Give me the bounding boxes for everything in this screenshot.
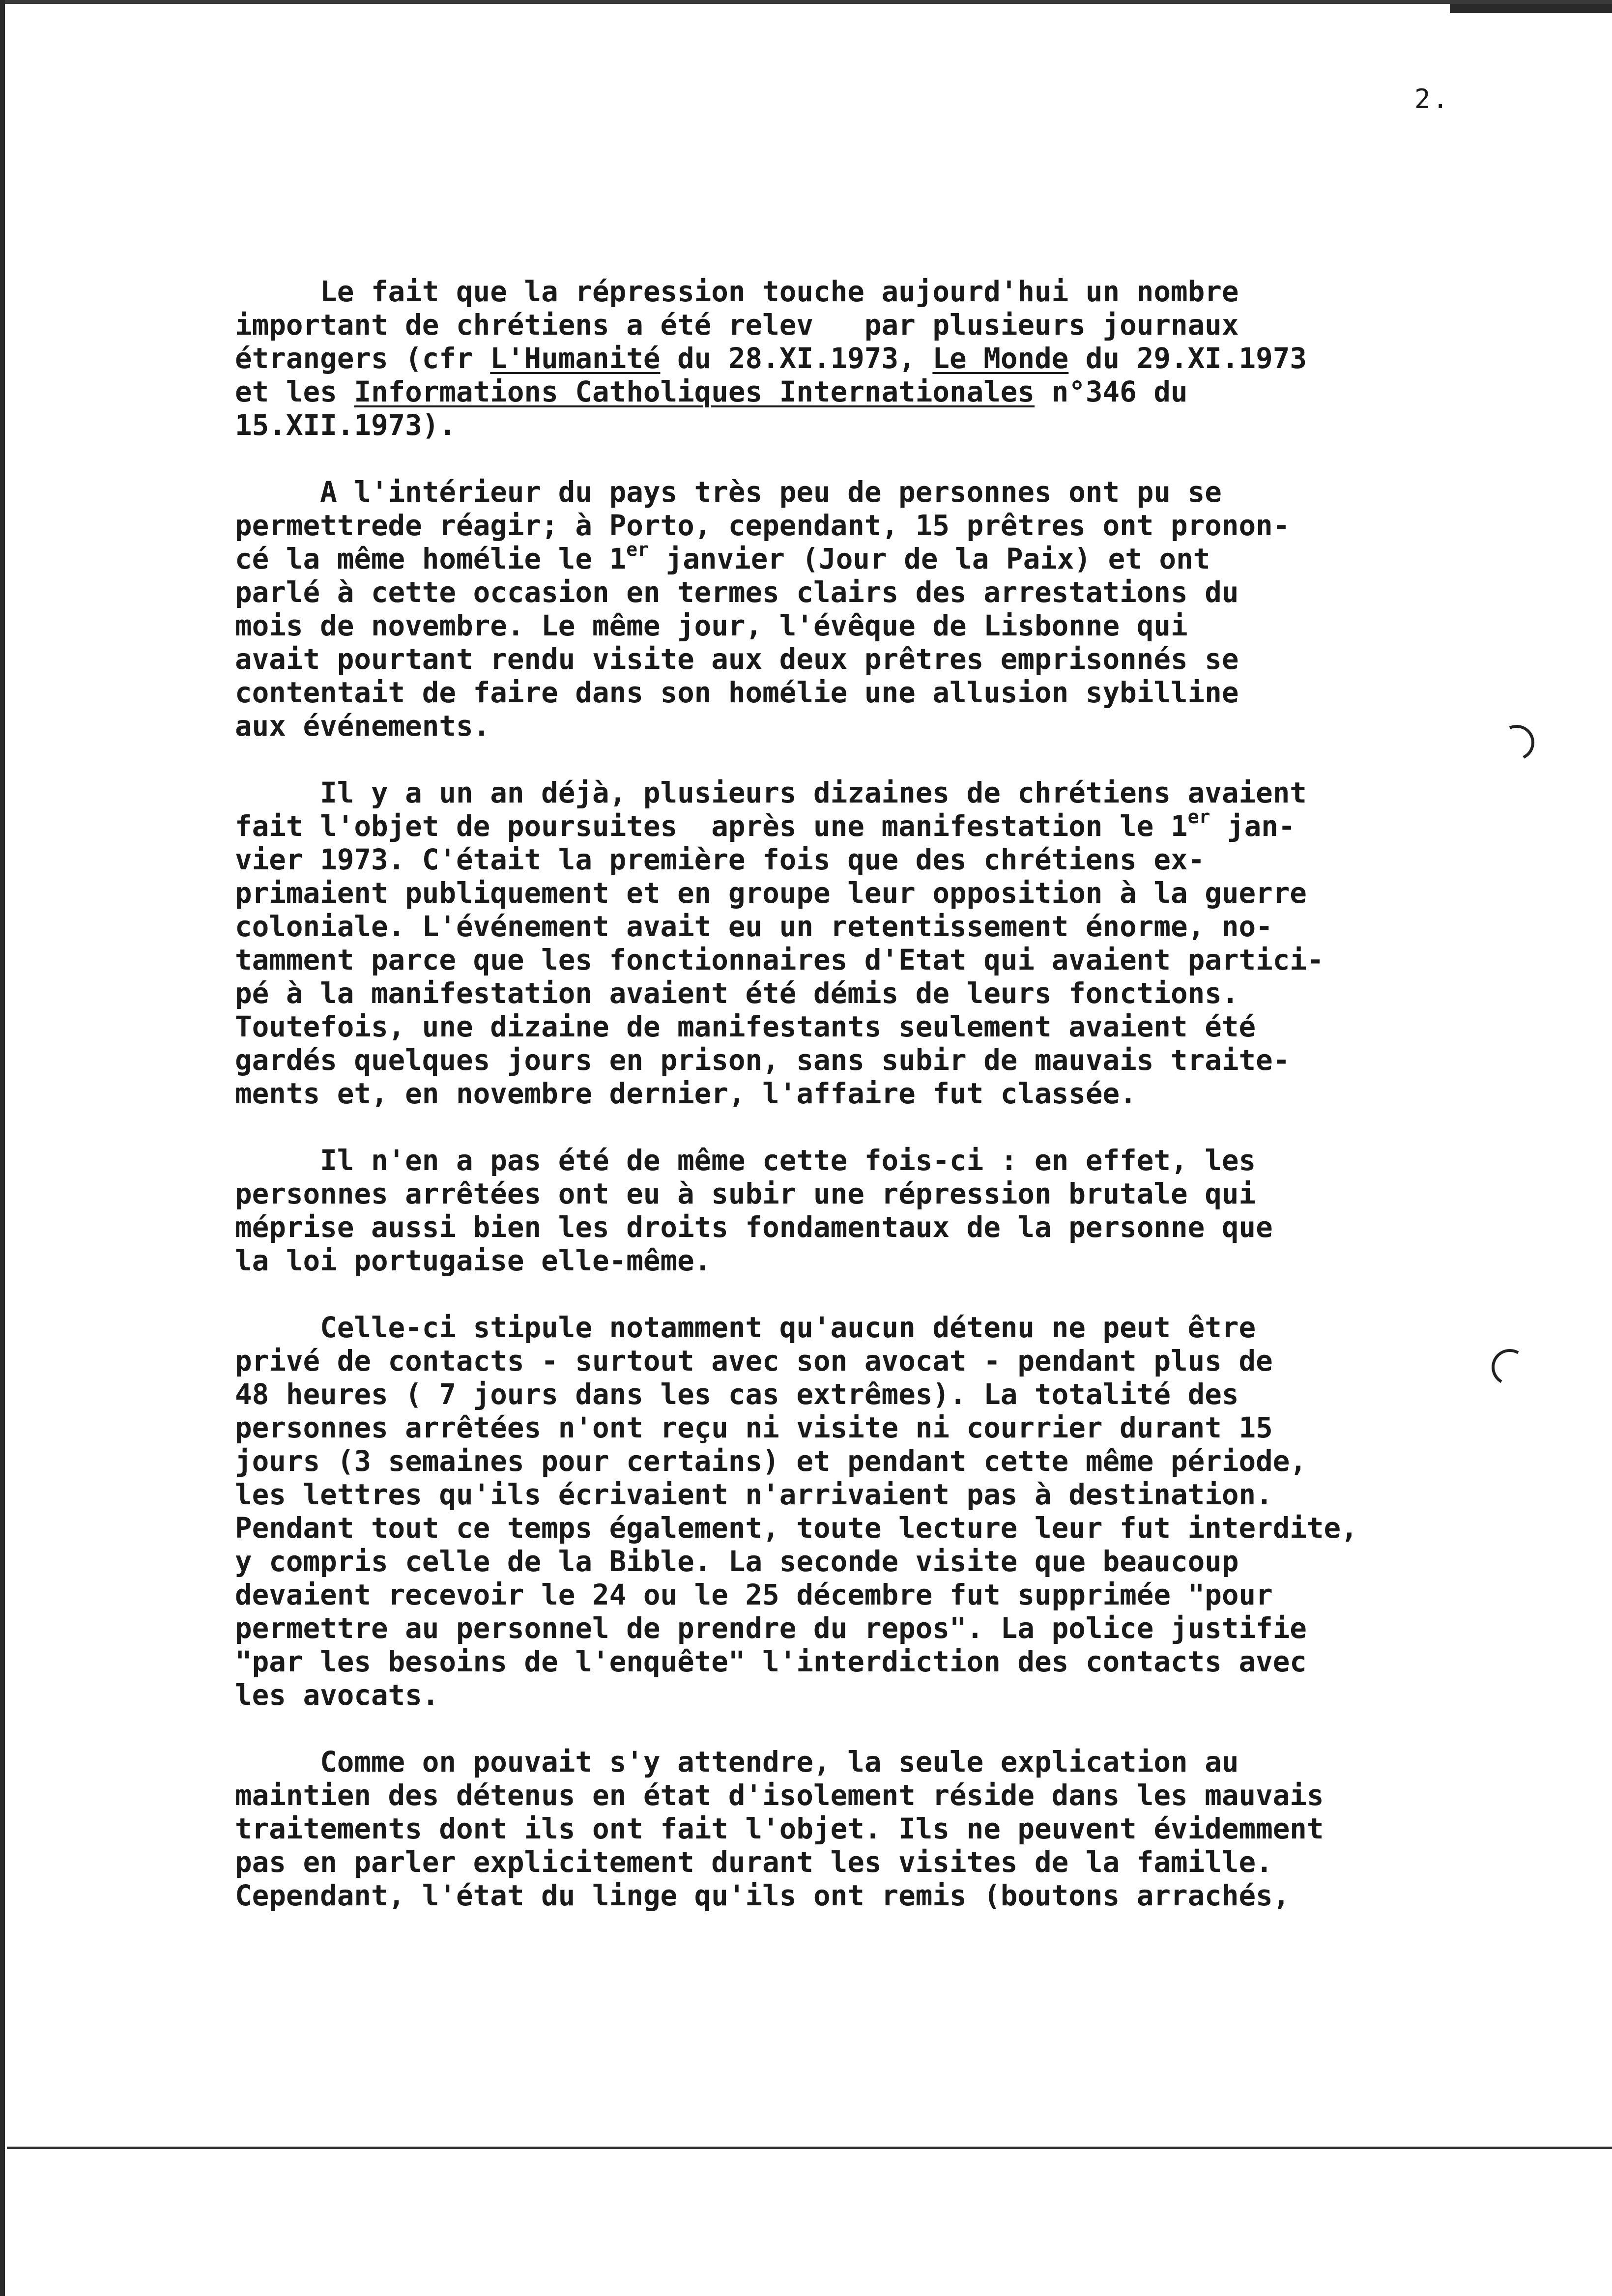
text-line [235, 1411, 1562, 1445]
text-line [235, 806, 1562, 843]
text-segment: A l'intérieur du pays très peu de personnes ont pu se [235, 476, 1222, 509]
text-line [235, 1779, 1562, 1812]
underlined-title: Le Monde [932, 342, 1069, 375]
text-line [235, 910, 1562, 944]
text-segment: gardés quelques jours en prison, sans subir de mauvais traite- [235, 1044, 1290, 1077]
paragraph [235, 275, 1562, 442]
text-segment: Il y a un an déjà, plusieurs dizaines de chrétiens avaient [235, 776, 1307, 809]
text-segment: pé à la manifestation avaient été démis de leurs fonctions. [235, 977, 1239, 1010]
text-line [235, 643, 1562, 676]
text-line [235, 977, 1562, 1010]
underlined-title: L'Humanité [490, 342, 661, 375]
text-segment: y compris celle de la Bible. La seconde visite que beaucoup [235, 1545, 1239, 1578]
text-line [235, 1512, 1562, 1545]
text-segment: Il n'en a pas été de même cette fois-ci : en effet, les [235, 1144, 1256, 1177]
text-line [235, 509, 1562, 543]
text-line [235, 1177, 1562, 1211]
text-segment: coloniale. L'événement avait eu un retentissement énorme, no- [235, 910, 1273, 943]
text-segment: Le fait que la répression touche aujourd'hui un nombre [235, 275, 1239, 308]
bottom-rule [7, 2147, 1612, 2149]
text-line [235, 409, 1562, 442]
paragraph [235, 1311, 1562, 1712]
superscript: er [1187, 806, 1210, 828]
text-line [235, 1345, 1562, 1378]
text-line [235, 1144, 1562, 1177]
text-segment: les lettres qu'ils écrivaient n'arrivaient pas à destination. [235, 1478, 1273, 1511]
body-text [235, 275, 1562, 1946]
text-segment: permettrede réagir; à Porto, cependant, 15 prêtres ont pronon- [235, 509, 1290, 542]
text-line [235, 1879, 1562, 1913]
text-segment: fait l'objet de poursuites après une manifestation le 1 [235, 810, 1188, 843]
text-segment: Pendant tout ce temps également, toute lecture leur fut interdite, [235, 1512, 1358, 1545]
scan-left-edge [0, 0, 5, 2296]
scan-top-edge [0, 0, 1612, 4]
text-segment: pas en parler explicitement durant les visites de la famille. [235, 1846, 1273, 1879]
text-segment: 48 heures ( 7 jours dans les cas extrêmes). La totalité des [235, 1378, 1239, 1411]
text-line [235, 375, 1562, 409]
text-segment: aux événements. [235, 710, 490, 743]
text-line [235, 776, 1562, 810]
page-number: 2. [1414, 84, 1451, 115]
text-segment: la loi portugaise elle-même. [235, 1244, 712, 1277]
text-line [235, 1311, 1562, 1345]
underlined-title: Informations Catholiques Internationales [354, 375, 1035, 408]
text-line [235, 476, 1562, 509]
text-segment: 15.XII.1973). [235, 409, 457, 442]
text-segment: jan- [1210, 810, 1295, 843]
text-line [235, 1077, 1562, 1111]
text-segment: du 28.XI.1973, [660, 342, 933, 375]
text-line [235, 576, 1562, 609]
scan-top-edge-corner [1450, 4, 1612, 13]
text-line [235, 1645, 1562, 1679]
paragraph [235, 1144, 1562, 1278]
text-segment: Celle-ci stipule notamment qu'aucun détenu ne peut être [235, 1311, 1256, 1344]
text-line [235, 1812, 1562, 1846]
text-segment: méprise aussi bien les droits fondamentaux de la personne que [235, 1211, 1273, 1244]
text-segment: devaient recevoir le 24 ou le 25 décembre fut supprimée "pour [235, 1578, 1273, 1611]
text-line [235, 1211, 1562, 1244]
text-line [235, 1846, 1562, 1879]
text-segment: jours (3 semaines pour certains) et pendant cette même période, [235, 1445, 1307, 1478]
text-line [235, 1578, 1562, 1612]
text-segment: permettre au personnel de prendre du repos". La police justifie [235, 1612, 1307, 1645]
text-segment: et les [235, 375, 354, 408]
text-line [235, 539, 1562, 576]
text-segment: ments et, en novembre dernier, l'affaire fut classée. [235, 1077, 1137, 1110]
text-line [235, 843, 1562, 877]
text-line [235, 1478, 1562, 1512]
paragraph [235, 476, 1562, 743]
text-line [235, 609, 1562, 643]
text-segment: maintien des détenus en état d'isolement réside dans les mauvais [235, 1779, 1324, 1812]
text-segment: personnes arrêtées ont eu à subir une répression brutale qui [235, 1177, 1256, 1210]
text-segment: Cependant, l'état du linge qu'ils ont remis (boutons arrachés, [235, 1879, 1290, 1912]
text-segment: n°346 du [1035, 375, 1188, 408]
text-segment: cé la même homélie le 1 [235, 543, 627, 575]
text-line [235, 1612, 1562, 1645]
text-segment: mois de novembre. Le même jour, l'évêque de Lisbonne qui [235, 609, 1188, 642]
text-segment: privé de contacts - surtout avec son avocat - pendant plus de [235, 1345, 1273, 1378]
text-segment: traitements dont ils ont fait l'objet. Ils ne peuvent évidemment [235, 1812, 1324, 1845]
text-segment: étrangers (cfr [235, 342, 490, 375]
text-segment: primaient publiquement et en groupe leur opposition à la guerre [235, 877, 1307, 910]
text-segment: les avocats. [235, 1679, 439, 1712]
text-segment: tamment parce que les fonctionnaires d'Etat qui avaient partici- [235, 944, 1324, 976]
text-segment: important de chrétiens a été relev par plusieurs journaux [235, 309, 1239, 342]
text-line [235, 1445, 1562, 1478]
text-segment: "par les besoins de l'enquête" l'interdiction des contacts avec [235, 1645, 1307, 1678]
text-line [235, 1746, 1562, 1779]
text-line [235, 1044, 1562, 1077]
text-segment: avait pourtant rendu visite aux deux prêtres emprisonnés se [235, 643, 1239, 676]
text-line [235, 1244, 1562, 1278]
text-line [235, 309, 1562, 342]
text-segment: du 29.XI.1973 [1068, 342, 1307, 375]
text-segment: contentait de faire dans son homélie une allusion sybilline [235, 676, 1239, 709]
text-line [235, 1679, 1562, 1712]
text-segment: janvier (Jour de la Paix) et ont [648, 543, 1210, 575]
text-segment: Comme on pouvait s'y attendre, la seule explication au [235, 1746, 1239, 1779]
text-line [235, 944, 1562, 977]
text-line [235, 877, 1562, 910]
paragraph [235, 776, 1562, 1111]
text-line [235, 1010, 1562, 1044]
text-segment: Toutefois, une dizaine de manifestants seulement avaient été [235, 1010, 1256, 1043]
text-segment: parlé à cette occasion en termes clairs des arrestations du [235, 576, 1239, 609]
text-line [235, 1545, 1562, 1578]
text-segment: vier 1973. C'était la première fois que des chrétiens ex- [235, 843, 1205, 876]
paragraph [235, 1746, 1562, 1913]
superscript: er [626, 539, 649, 560]
text-line [235, 275, 1562, 309]
text-line [235, 1378, 1562, 1411]
text-line [235, 342, 1562, 375]
text-segment: personnes arrêtées n'ont reçu ni visite ni courrier durant 15 [235, 1411, 1273, 1444]
text-line [235, 710, 1562, 743]
text-line [235, 676, 1562, 710]
